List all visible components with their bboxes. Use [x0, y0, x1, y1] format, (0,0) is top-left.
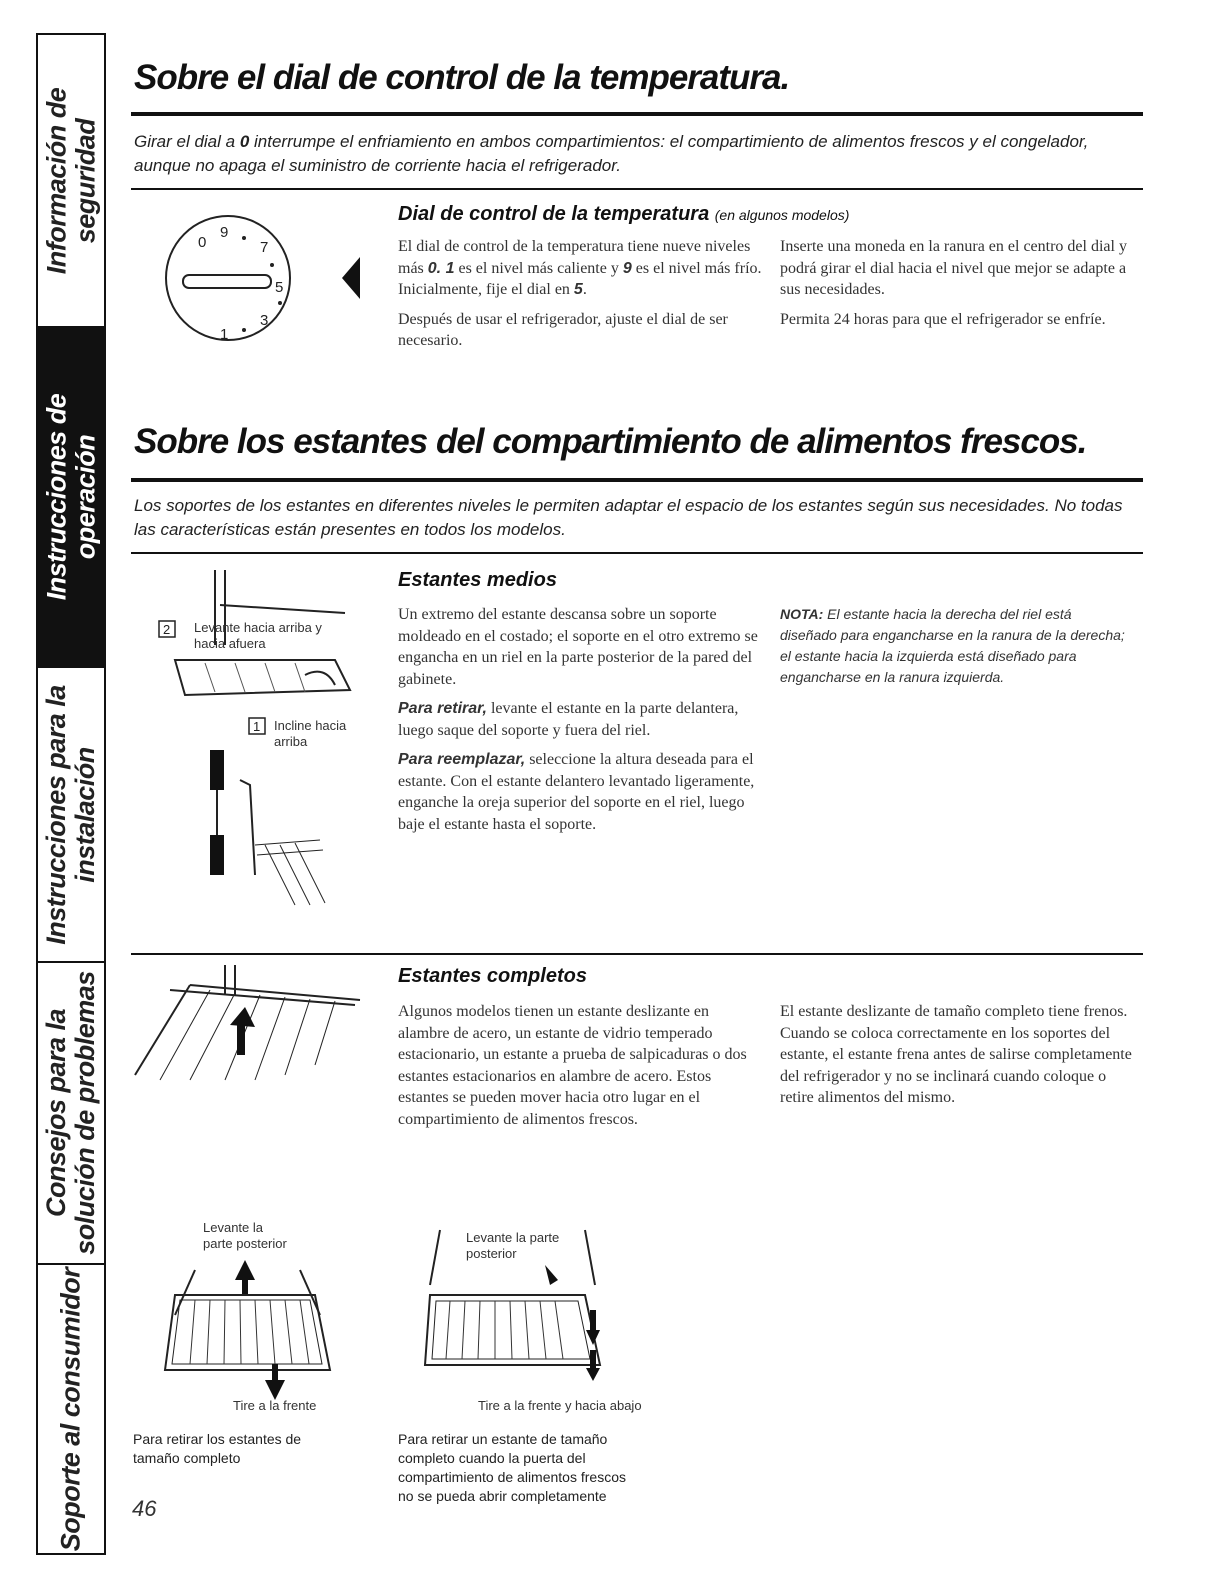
full-shelves-text-col2: El estante deslizante de tamaño completo tiene frenos. Cuando se coloca correctamente en los soportes del estante, el estante frena antes de salirse completamente del refrigerador y no se inclinará cuando coloque o retire alimentos del mismo.: [780, 1003, 1132, 1106]
dial-number: 3: [260, 312, 269, 329]
fig-b-label-top: Levante la parte posterior: [466, 1230, 560, 1261]
divider: [131, 188, 1143, 190]
fig-b-caption: Para retirar un estante de tamaño completo cuando la puerta del compartimiento de alimentos frescos no se pueda abrir completamente: [398, 1431, 626, 1504]
step-number: 2: [163, 622, 171, 637]
tab-consejos-problemas[interactable]: [38, 963, 104, 1265]
fig-a-label-top: Levante la parte posterior: [203, 1220, 287, 1251]
remove-shelf-illustration-a: [150, 1240, 340, 1400]
section1-intro: Girar el dial a 0 interrumpe el enfriamiento en ambos compartimientos: el compartimiento de alimentos frescos y el congelador, aunque no apaga el suministro de corriente hacia el refrigerador.: [134, 132, 1089, 175]
middle-shelves-text: Un extremo del estante descansa sobre un soporte moldeado en el costado; el soporte en el otro extremo se engancha en un riel en la parte posterior de la pared del gabinete. Para retirar, levante el estante en la parte delantera, luego saque del soporte y fuera del riel. Para reemplazar, seleccione la altura deseada para el estante. Con el estante delantero levantado ligeramente, enganche la oreja superior del soporte en el riel, luego baje el estante hasta el soporte.: [398, 606, 758, 833]
tab-informacion-seguridad[interactable]: [38, 35, 104, 328]
section2-title: Sobre los estantes del compartimiento de alimentos frescos.: [134, 422, 1087, 461]
page-number: 46: [132, 1496, 157, 1521]
section1-title: Sobre el dial de control de la temperatura.: [134, 58, 790, 97]
divider: [131, 552, 1143, 554]
tab-label: Instrucciones para la instalación: [41, 684, 101, 945]
title-rule: [131, 112, 1143, 116]
fig-b-label-bottom: Tire a la frente y hacia abajo: [478, 1398, 642, 1413]
fig-label-lift-out: Levante hacia arriba y hacia afuera: [194, 620, 322, 651]
step-number: 1: [253, 719, 261, 734]
tab-label: Información de seguridad: [41, 87, 100, 274]
full-shelves-text-col1: Algunos modelos tienen un estante deslizante en alambre de acero, un estante de vidrio temperado estacionario, un estante a prueba de salpicaduras o dos estantes estacionarios en alambre de acero. Estos estantes se pueden mover hacia otro lugar en el compartimiento de alimentos frescos.: [398, 1003, 747, 1128]
full-shelf-illustration: [130, 965, 370, 1085]
sidebar-nav: [36, 33, 106, 1555]
tab-instrucciones-instalacion[interactable]: [38, 668, 104, 963]
tab-label: Soporte al consumidor: [55, 1267, 86, 1551]
tab-instrucciones-operacion[interactable]: [38, 328, 104, 668]
dial-number: 0: [198, 234, 207, 251]
middle-shelves-heading: Estantes medios: [398, 569, 557, 591]
dial-number: 1: [220, 326, 229, 343]
tab-label: Consejos para la solución de problemas: [41, 971, 100, 1255]
full-shelves-heading: Estantes completos: [398, 965, 587, 987]
dial-subheading: Dial de control de la temperatura (en algunos modelos): [398, 203, 850, 225]
divider: [131, 953, 1143, 955]
temperature-dial-illustration: [160, 205, 370, 355]
tab-label: Instrucciones de operación: [41, 393, 101, 601]
tab-soporte-consumidor[interactable]: [38, 1265, 104, 1553]
dial-text-col1: El dial de control de la temperatura tiene nueve niveles más 0. 1 es el nivel más caliente y 9 es el nivel más frío. Inicialmente, fije el dial en 5. Después de usar el refrigerador, ajuste el dial de ser necesario.: [398, 238, 762, 349]
dial-number: 7: [260, 239, 269, 256]
dial-text-col2: Inserte una moneda en la ranura en el centro del dial y podrá girar el dial hacia el nivel que mejor se adapte a sus necesidades. Permita 24 horas para que el refrigerador se enfríe.: [780, 238, 1127, 328]
dial-number: 9: [220, 224, 229, 241]
fig-label-tilt-up: Incline hacia arriba: [274, 718, 347, 749]
fig-a-label-bottom: Tire a la frente: [233, 1398, 317, 1413]
title-rule: [131, 478, 1143, 482]
section2-intro: Los soportes de los estantes en diferentes niveles le permiten adaptar el espacio de los estantes según sus necesidades. No todas las características están presentes en todos los modelos.: [134, 496, 1123, 539]
fig-a-caption: Para retirar los estantes de tamaño completo: [133, 1431, 302, 1466]
middle-shelves-note: NOTA: El estante hacia la derecha del riel está diseñado para engancharse en la ranura de la derecha; el estante hacia la izquierda está diseñado para engancharse en la ranura izquierda.: [780, 606, 1125, 685]
dial-number: 5: [275, 279, 284, 296]
